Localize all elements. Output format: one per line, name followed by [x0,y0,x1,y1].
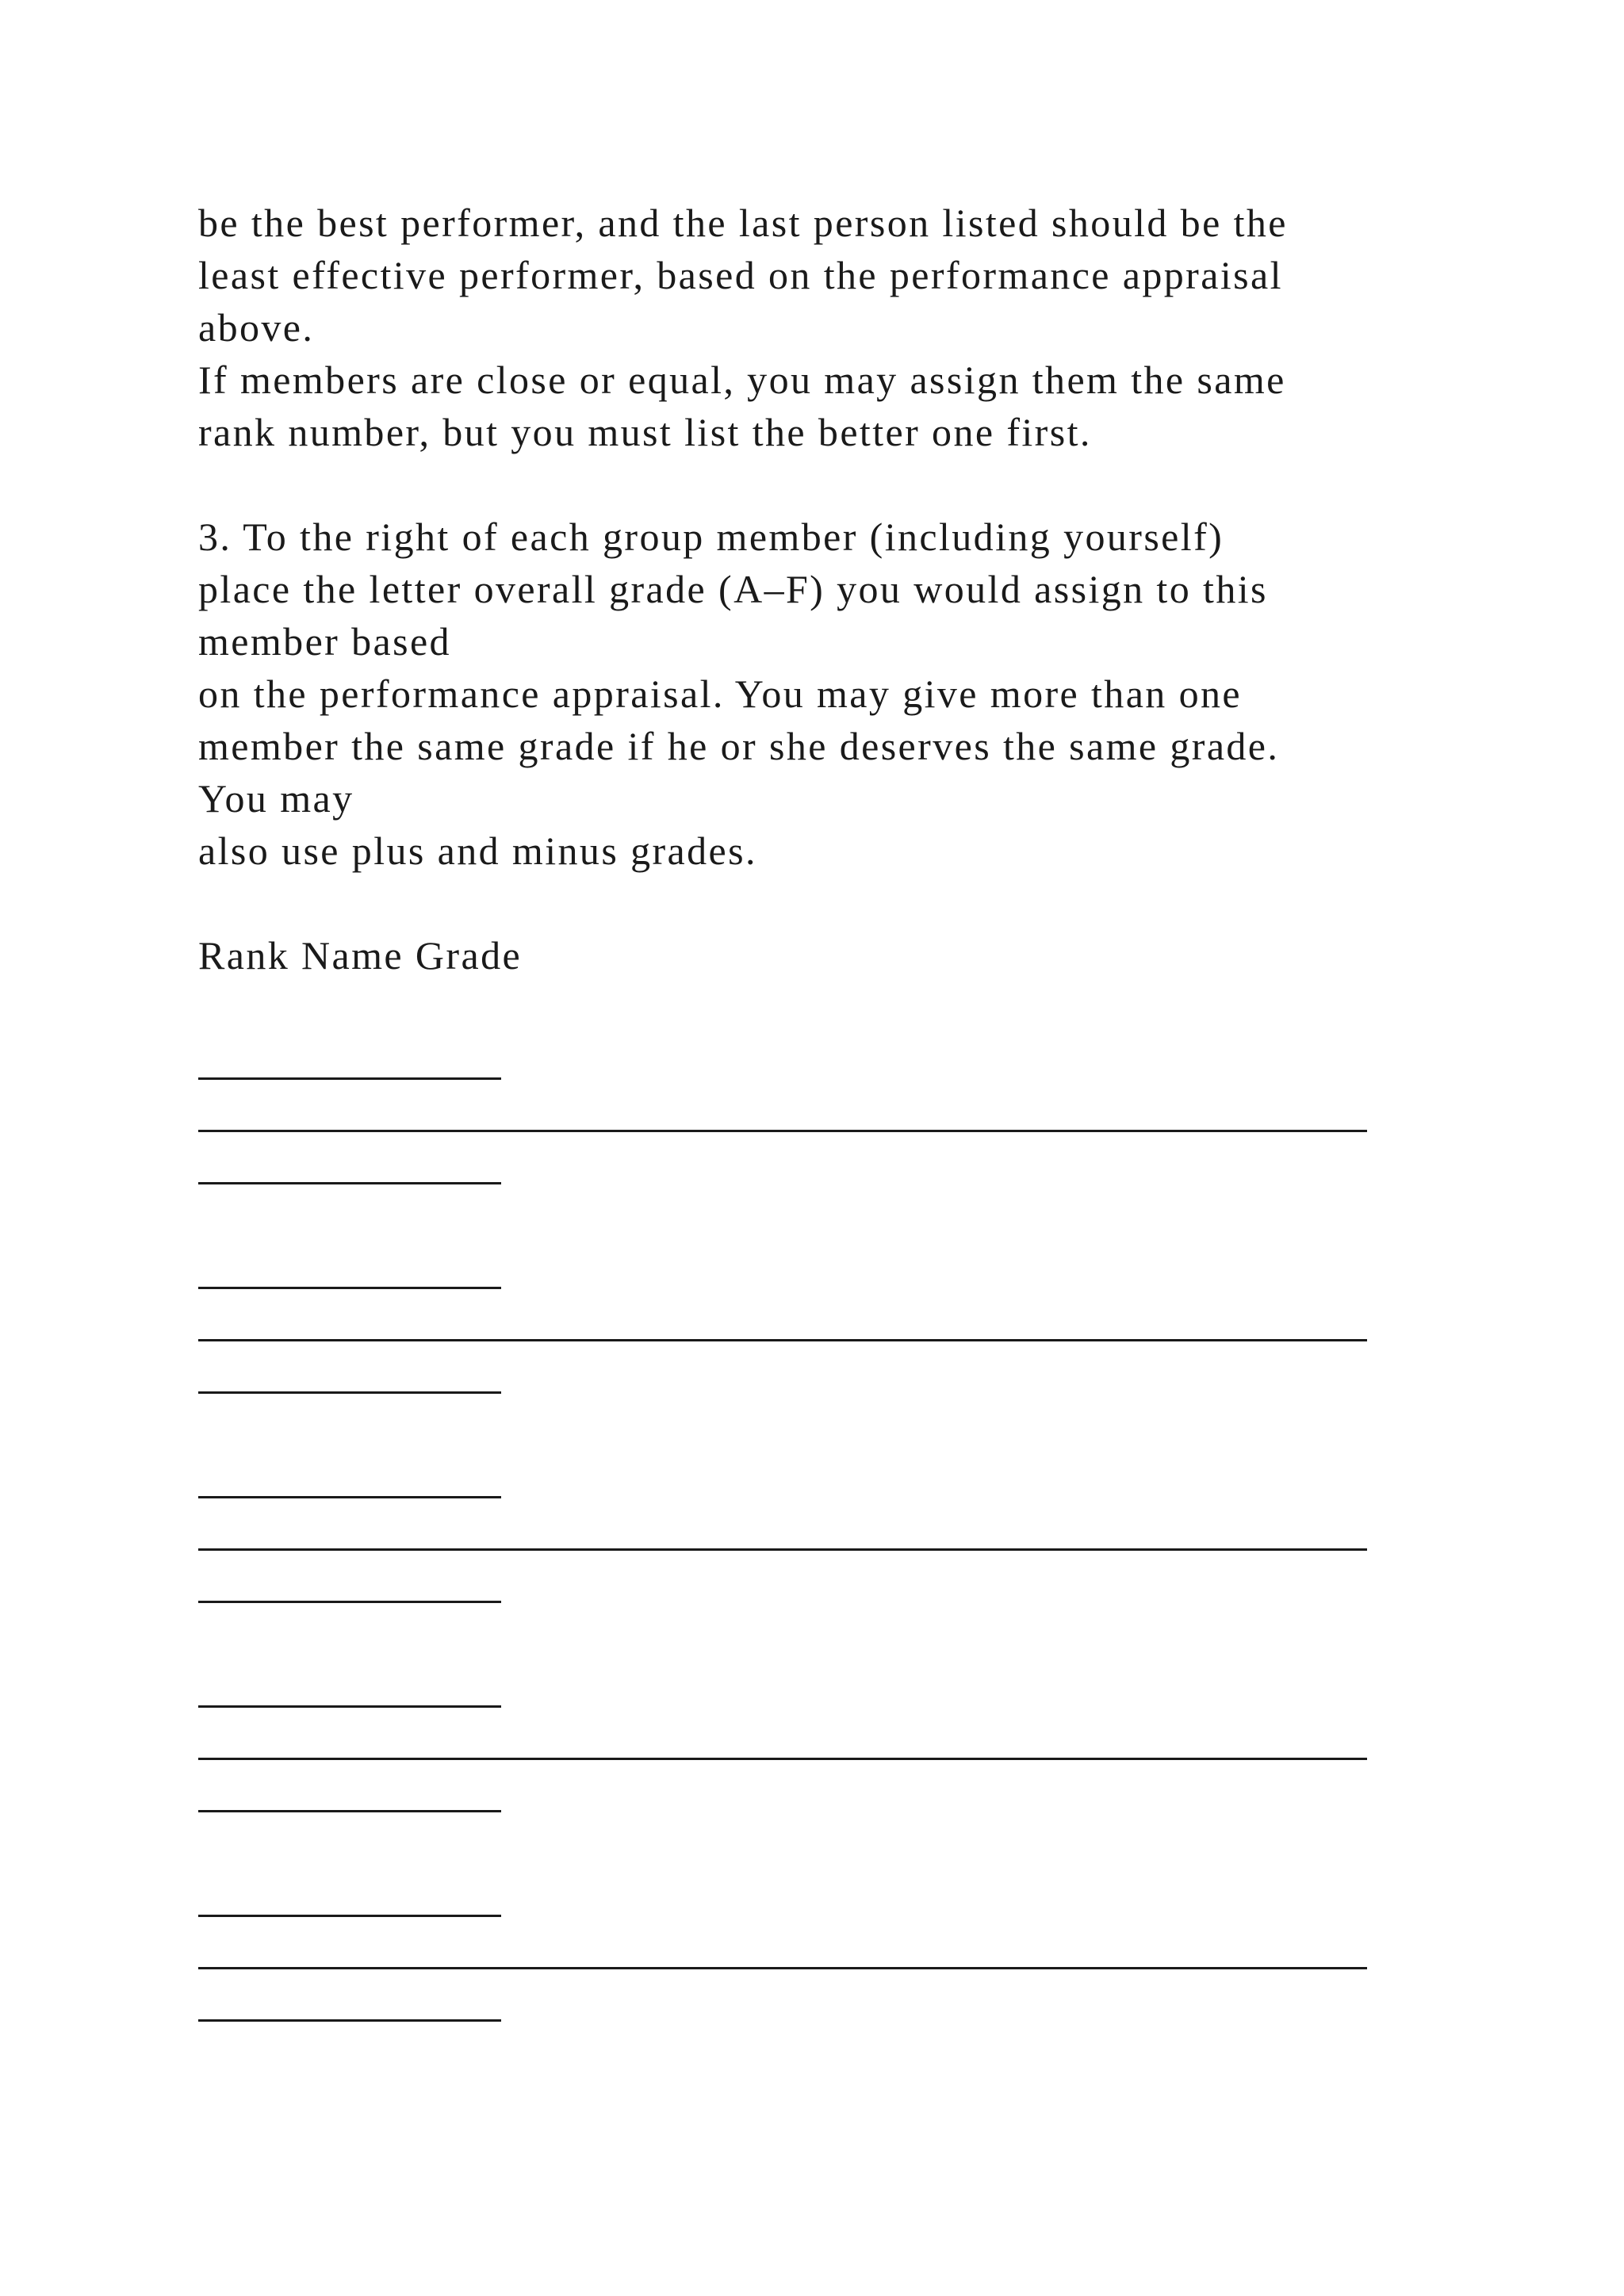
text-line: member the same grade if he or she deserves the same grade. [198,724,1280,768]
spacer [198,1609,1435,1662]
entry-row[interactable] [198,1662,1435,1819]
grade-blank[interactable] [198,1557,1435,1609]
name-blank[interactable] [198,1923,1435,1976]
table-header: Rank Name Grade [198,933,523,978]
grade-blank[interactable] [198,1766,1435,1819]
name-blank[interactable] [198,1505,1435,1557]
text-line: least effective performer, based on the performance appraisal [198,253,1283,297]
name-blank[interactable] [198,1714,1435,1766]
paragraph-ranking-instructions [198,197,1435,458]
spacer [198,458,1435,511]
spacer [198,1819,1435,1871]
text-line: above. [198,305,315,350]
rank-blank[interactable] [198,1243,1435,1295]
name-blank[interactable] [198,1086,1435,1138]
spacer [198,982,1435,1034]
entry-row[interactable] [198,1452,1435,1609]
spacer [198,877,1435,929]
grade-blank[interactable] [198,1348,1435,1400]
entry-row[interactable] [198,1871,1435,2028]
rank-blank[interactable] [198,1034,1435,1086]
text-line: rank number, but you must list the better one first. [198,410,1092,454]
rank-blank[interactable] [198,1452,1435,1505]
paragraph-grade-instructions [198,511,1435,877]
entry-row[interactable] [198,1243,1435,1400]
text-line: member based [198,619,451,664]
text-line: on the performance appraisal. You may give more than one [198,672,1242,716]
text-line: If members are close or equal, you may assign them the same [198,358,1286,402]
spacer [198,1191,1435,1243]
text-line: You may [198,776,354,821]
name-blank[interactable] [198,1295,1435,1348]
text-line: place the letter overall grade (A–F) you would assign to this [198,567,1268,611]
spacer [198,1400,1435,1452]
grade-blank[interactable] [198,1138,1435,1191]
text-line: be the best performer, and the last person listed should be the [198,201,1288,245]
entry-row[interactable] [198,1034,1435,1191]
text-line: also use plus and minus grades. [198,828,757,873]
text-line: 3. To the right of each group member (including yourself) [198,515,1224,559]
rank-blank[interactable] [198,1662,1435,1714]
rank-blank[interactable] [198,1871,1435,1923]
grade-blank[interactable] [198,1976,1435,2028]
document-body [198,197,1435,2028]
